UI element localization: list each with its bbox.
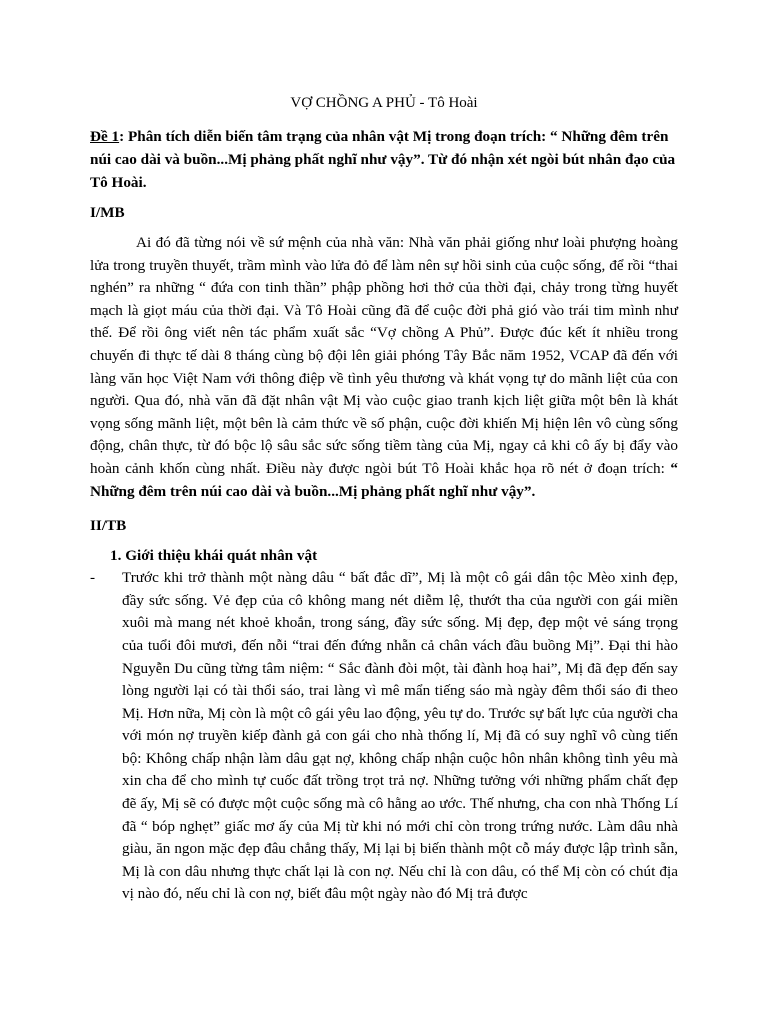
body-heading: II/TB [90, 517, 127, 535]
intro-paragraph-quote: “ Những đêm trên núi cao dài và buồn...Mị phảng phất nghĩ như vậy”. [90, 459, 678, 500]
essay-question [90, 125, 678, 194]
intro-paragraph-main: Ai đó đã từng nói về sứ mệnh của nhà văn: Nhà văn phải giống như loài phượng hoàng lửa trong truyền thuyết, trầm mình vào lửa đỏ để làm nên sự hồi sinh của cuộc sống, để rồi “thai nghén” ra những “ đứa con tinh thần” phập phồng hơi thở của thời đại, chảy trong từng huyết mạch là giọt máu của thời đại. Và Tô Hoài cũng đã để cuộc đời phả gió vào trái tim mình như thế. Để rồi ông viết nên tác phẩm xuất sắc “Vợ chồng A Phủ”. Được đúc kết ít nhiều trong chuyến đi thực tế dài 8 tháng cùng bộ đội lên giải phóng Tây Bắc năm 1952, VCAP đã đến với làng văn học Việt Nam với thông điệp về tình yêu thương và khát vọng tự do mãnh liệt của con người. Qua đó, nhà văn đã đặt nhân vật Mị vào cuộc giao tranh kịch liệt giữa một bên là khát vọng sống mãnh liệt, một bên là cảm thức về số phận, cuộc đời khiến Mị hiện lên vô cùng sống động, chân thực, từ đó bộc lộ sâu sắc sức sống tiềm tàng của Mị, ngay cả khi cô ấy bị đẩy vào hoàn cảnh khốn cùng nhất. Điều này được ngòi bút Tô Hoài khắc họa rõ nét ở đoạn trích: [90, 234, 678, 477]
bullet-dash: - [90, 569, 96, 587]
question-label: Đề 1 [90, 128, 120, 145]
document-title: VỢ CHỒNG A PHỦ - Tô Hoài [290, 95, 478, 111]
question-text: : Phân tích diễn biến tâm trạng của nhân vật Mị trong đoạn trích: “ Những đêm trên núi cao dài và buồn...Mị phảng phất nghĩ như vậy”. Từ đó nhận xét ngòi bút nhân đạo của Tô Hoài. [90, 128, 676, 191]
intro-heading: I/MB [90, 204, 125, 221]
intro-paragraph [90, 232, 678, 503]
section-subheading: 1. Giới thiệu khái quát nhân vật [110, 547, 318, 565]
bullet-paragraph [90, 567, 678, 906]
bullet-text: Trước khi trở thành một nàng dâu “ bất đắc dĩ”, Mị là một cô gái dân tộc Mèo xinh đẹp, đầy sức sống. Vẻ đẹp của cô không mang nét diễm lệ, thướt tha của người con gái miền xuôi mà mang nét khoẻ khoắn, trong sáng, đầy sức sống. Mị đẹp, đẹp một vẻ sáng trọng của tuổi đôi mươi, đến nỗi “trai đến đứng nhẵn cả chân vách đầu buồng Mị”. Đại thi hào Nguyễn Du cũng từng tâm niệm: “ Sắc đành đòi một, tài đành hoạ hai”, Mị đã đẹp đến say lòng người lại có tài thổi sáo, trai làng vì mê mẩn tiếng sáo mà ngày đêm thổi sáo đi theo Mị. Hơn nữa, Mị còn là một cô gái yêu lao động, yêu tự do. Trước sự bất lực của người cha với món nợ truyền kiếp đành gả con gái cho nhà thống lí, Mị đã có suy nghĩ vô cùng tiến bộ: Không chấp nhận làm dâu gạt nợ, không chấp nhận cuộc hôn nhân không tình yêu mà xin cha để cho mình tự cuốc đất trồng trọt trả nợ. Những tưởng với những phẩm chất đẹp đẽ ấy, Mị sẽ có được một cuộc sống mà cô hằng ao ước. Thế nhưng, cha con nhà Thống Lí đã “ bóp nghẹt” giấc mơ ấy của Mị từ khi nó mới chỉ còn trong trứng nước. Làm dâu nhà giàu, ăn ngon mặc đẹp đâu chẳng thấy, Mị lại bị biến thành một cỗ máy được lập trình sẵn, Mị là con dâu nhưng thực chất lại là con nợ. Nếu chỉ là con dâu, có thể Mị còn có chút địa vị nào đó, nếu chỉ là con nợ, biết đâu một ngày nào đó Mị trả được [122, 569, 678, 903]
